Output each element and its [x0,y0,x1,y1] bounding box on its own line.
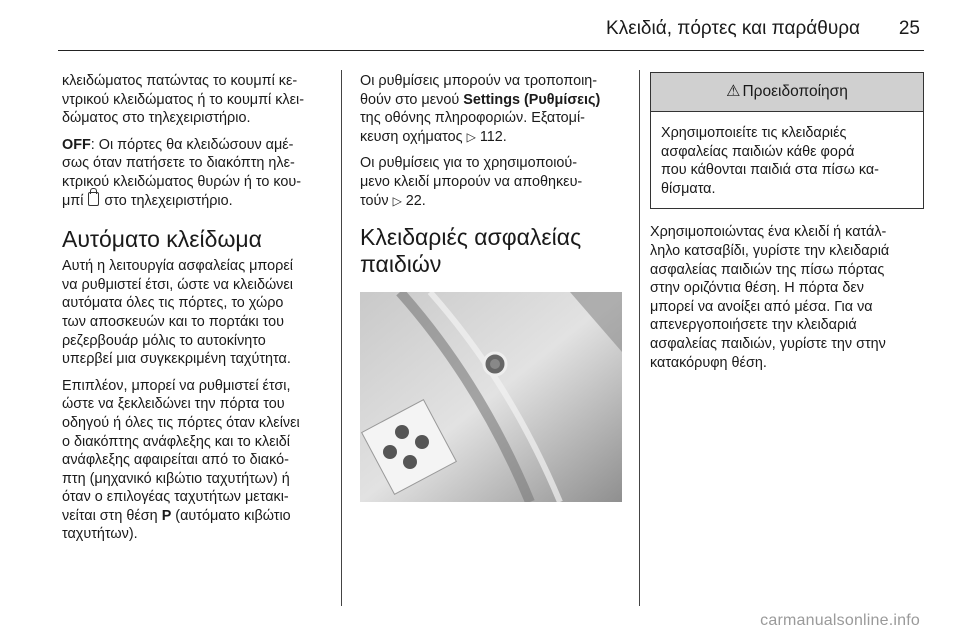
text: (αυτόματο κιβώτιο ταχυτήτων). [62,507,291,543]
paragraph [62,257,330,369]
column-3 [650,72,924,380]
column-1 [62,72,330,552]
paragraph: Χρησιμοποιώντας ένα κλειδί ή κατάλ- ληλο κατσαβίδι, γυρίστε την κλειδαριά ασφαλείας παιδιών της πίσω πόρτας στην οριζόντια θέση. Η πόρτα δεν μπορεί να ανοίξει από μέσα. Για να απενεργοποιήσετε την κλειδαριά ασφαλείας παιδιών, γυρίστε την στην κατακόρυφη θέση. [650,224,890,371]
paragraph [360,72,624,146]
warning-box [650,72,924,209]
off-label: OFF [62,136,91,153]
settings-menu-name: Settings (Ρυθμίσεις) [463,91,601,108]
page-reference-arrow-icon: ▷ [392,193,402,208]
child-lock-illustration [360,292,622,502]
warning-header [651,73,923,112]
column-divider [341,70,342,606]
text: κλειδώματος πατώντας το κουμπί κε- ντρικού κλειδώματος ή το κουμπί κλει- δώματος στο τηλεχειριστήριο. [62,73,305,127]
warning-icon: ⚠ [726,83,741,100]
text: : Οι πόρτες θα κλειδώσουν αμέ- σως όταν πατήσετε το διακόπτη ηλε- κτρικού κλειδώματος θυρών ή το κου- μπί [62,136,302,209]
paragraph [62,377,330,544]
header-divider [58,50,924,51]
paragraph [360,154,624,210]
lock-icon [88,192,99,206]
page-header-title: Κλειδιά, πόρτες και παράθυρα [606,18,860,39]
text: της οθόνης πληροφοριών. Εξατομί- κευση οχήματος [360,110,585,145]
warning-text: Χρησιμοποιείτε τις κλειδαριές ασφαλείας παιδιών κάθε φορά που κάθονται παιδιά στα πίσω κα- θίσματα. [661,125,879,197]
page-reference[interactable]: 112. [479,128,507,145]
column-divider [639,70,640,606]
paragraph [62,72,330,128]
text: Αυτή η λειτουργία ασφαλείας μπορεί να ρυθμιστεί έτσι, ώστε να κλειδώνει αυτόματα όλες τις πόρτες, το χώρο των αποσκευών και το πορτάκι του ρεζερβουάρ μόλις το αυτοκίνητο υπερβεί μια συγκεκριμένη ταχύτητα. [62,258,293,368]
text: στο τηλεχειριστήριο. [100,192,233,209]
paragraph-off [62,136,330,210]
child-lock-photo [360,292,622,502]
page-reference[interactable]: 22. [405,192,426,209]
page-number: 25 [898,18,920,39]
gear-position-p: P [161,507,172,524]
watermark: carmanualsonline.info [760,612,920,629]
section-heading-auto-lock: Αυτόματο κλείδωμα [62,226,262,253]
column-2 [360,72,624,502]
text: Οι ρυθμίσεις για το χρησιμοποιού- μενο κλειδί μπορούν να αποθηκευ- τούν [360,155,583,209]
page-reference-arrow-icon: ▷ [466,129,476,144]
section-heading-child-locks: Κλειδαριές ασφαλείας παιδιών [360,224,582,278]
warning-title: Προειδοποίηση [742,83,848,100]
text: Επιπλέον, μπορεί να ρυθμιστεί έτσι, ώστε να ξεκλειδώνει την πόρτα του οδηγού ή όλες τις πόρτες όταν κλείνει ο διακόπτης ανάφλεξης και το κλειδί ανάφλεξης αφαιρείται από το διακό- πτη (μηχανικό κιβώτιο ταχυτήτων) ή όταν ο επιλογέας ταχυτήτων μετακι- νείται στη θέση [62,377,300,524]
text: Οι ρυθμίσεις μπορούν να τροποποιη- θούν στο μενού [360,73,598,108]
